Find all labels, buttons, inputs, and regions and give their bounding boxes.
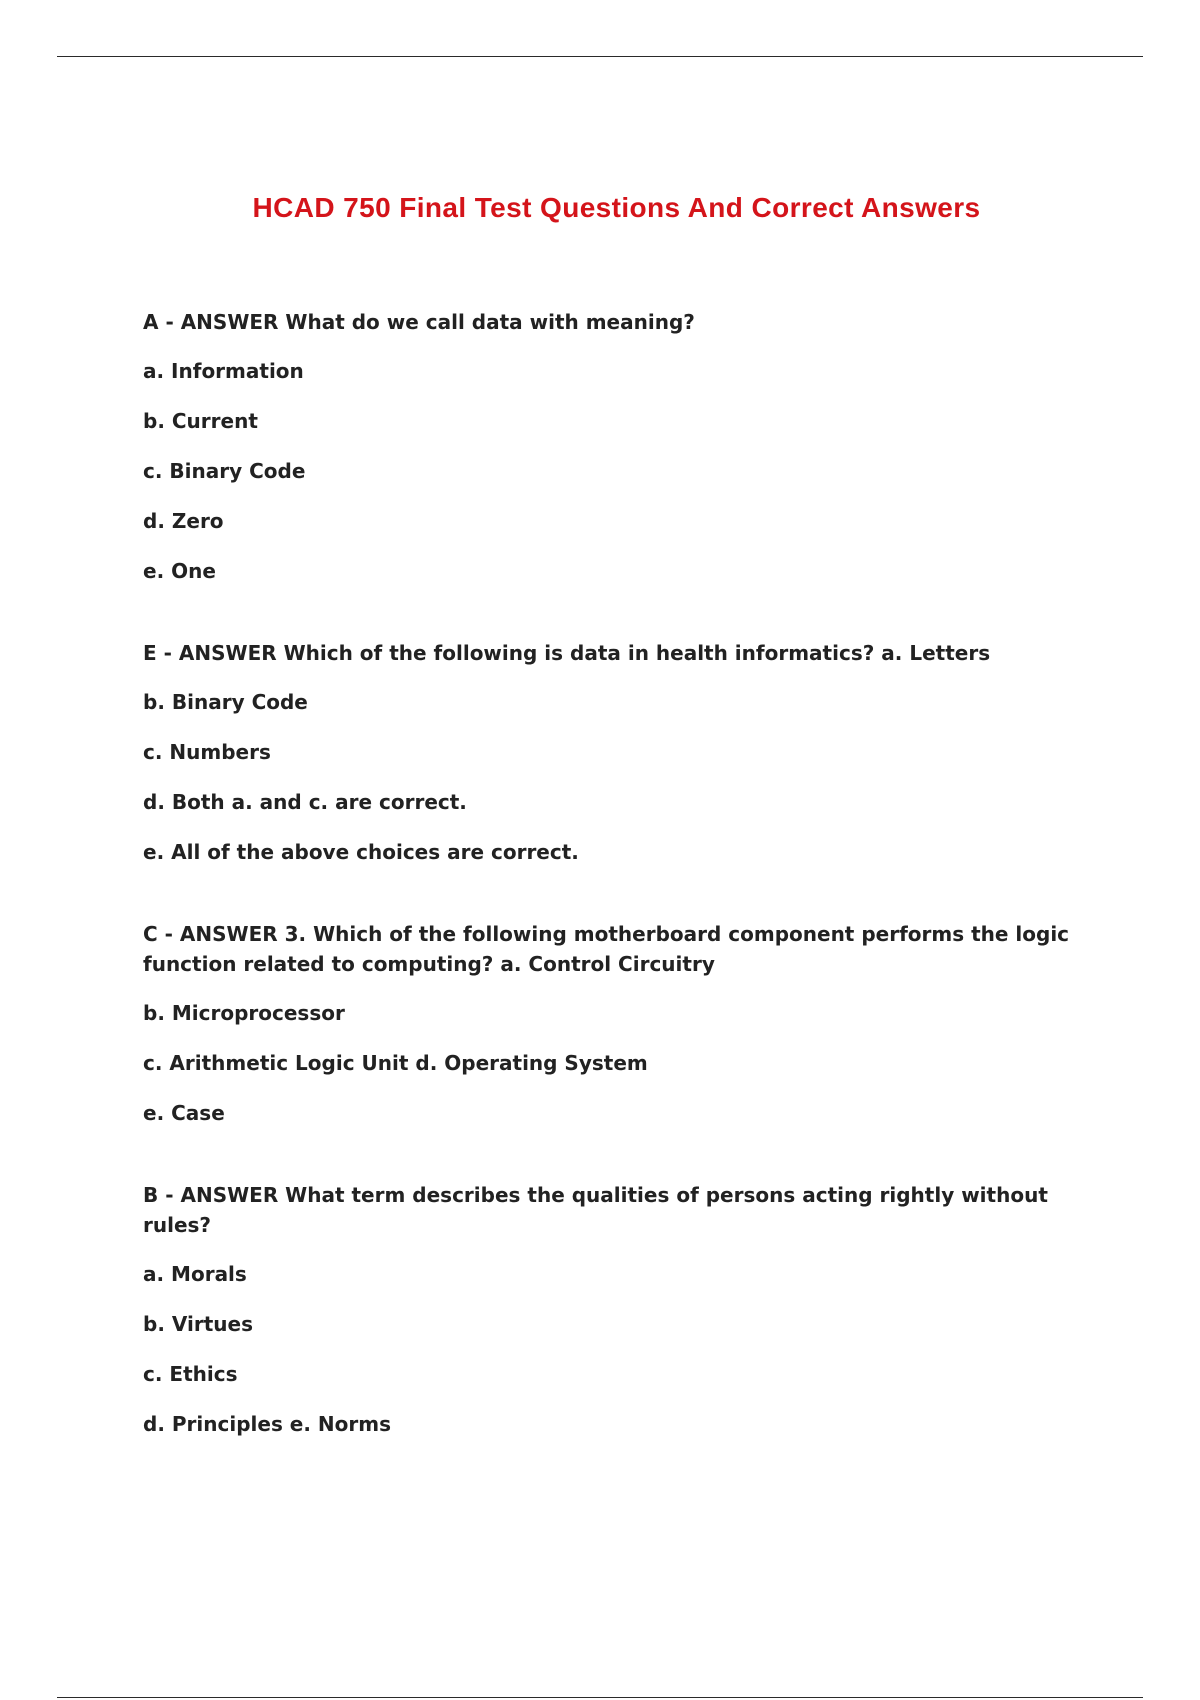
option-item: b. Current	[143, 409, 258, 433]
question-list	[143, 307, 1093, 1439]
option-item: a. Morals	[143, 1262, 247, 1286]
option-item: c. Numbers	[143, 740, 271, 764]
question-4	[143, 1180, 1093, 1439]
option-list	[143, 1259, 1093, 1439]
option-item: a. Information	[143, 359, 304, 383]
question-1	[143, 307, 1093, 586]
option-list	[143, 998, 1093, 1128]
document-title: HCAD 750 Final Test Questions And Correct Answers	[252, 192, 981, 223]
question-text: B - ANSWER What term describes the qualities of persons acting rightly without rules?	[143, 1183, 1048, 1237]
top-divider	[57, 56, 1143, 57]
option-item: d. Zero	[143, 509, 224, 533]
option-list	[143, 356, 1093, 586]
option-item: b. Microprocessor	[143, 1001, 345, 1025]
option-list	[143, 687, 1093, 867]
option-item: e. One	[143, 559, 216, 583]
question-3	[143, 919, 1093, 1128]
option-item: e. Case	[143, 1101, 225, 1125]
question-text: E - ANSWER Which of the following is data in health informatics? a. Letters	[143, 641, 991, 665]
question-text: A - ANSWER What do we call data with meaning?	[143, 310, 695, 334]
question-text: C - ANSWER 3. Which of the following motherboard component performs the logic function related to computing? a. Control Circuitry	[143, 922, 1070, 976]
option-item: d. Principles e. Norms	[143, 1412, 392, 1436]
option-item: b. Virtues	[143, 1312, 253, 1336]
bottom-divider	[57, 1697, 1143, 1698]
option-item: d. Both a. and c. are correct.	[143, 790, 467, 814]
option-item: b. Binary Code	[143, 690, 308, 714]
option-item: c. Binary Code	[143, 459, 306, 483]
option-item: c. Ethics	[143, 1362, 238, 1386]
option-item: e. All of the above choices are correct.	[143, 840, 579, 864]
question-2	[143, 638, 1093, 867]
option-item: c. Arithmetic Logic Unit d. Operating System	[143, 1051, 648, 1075]
